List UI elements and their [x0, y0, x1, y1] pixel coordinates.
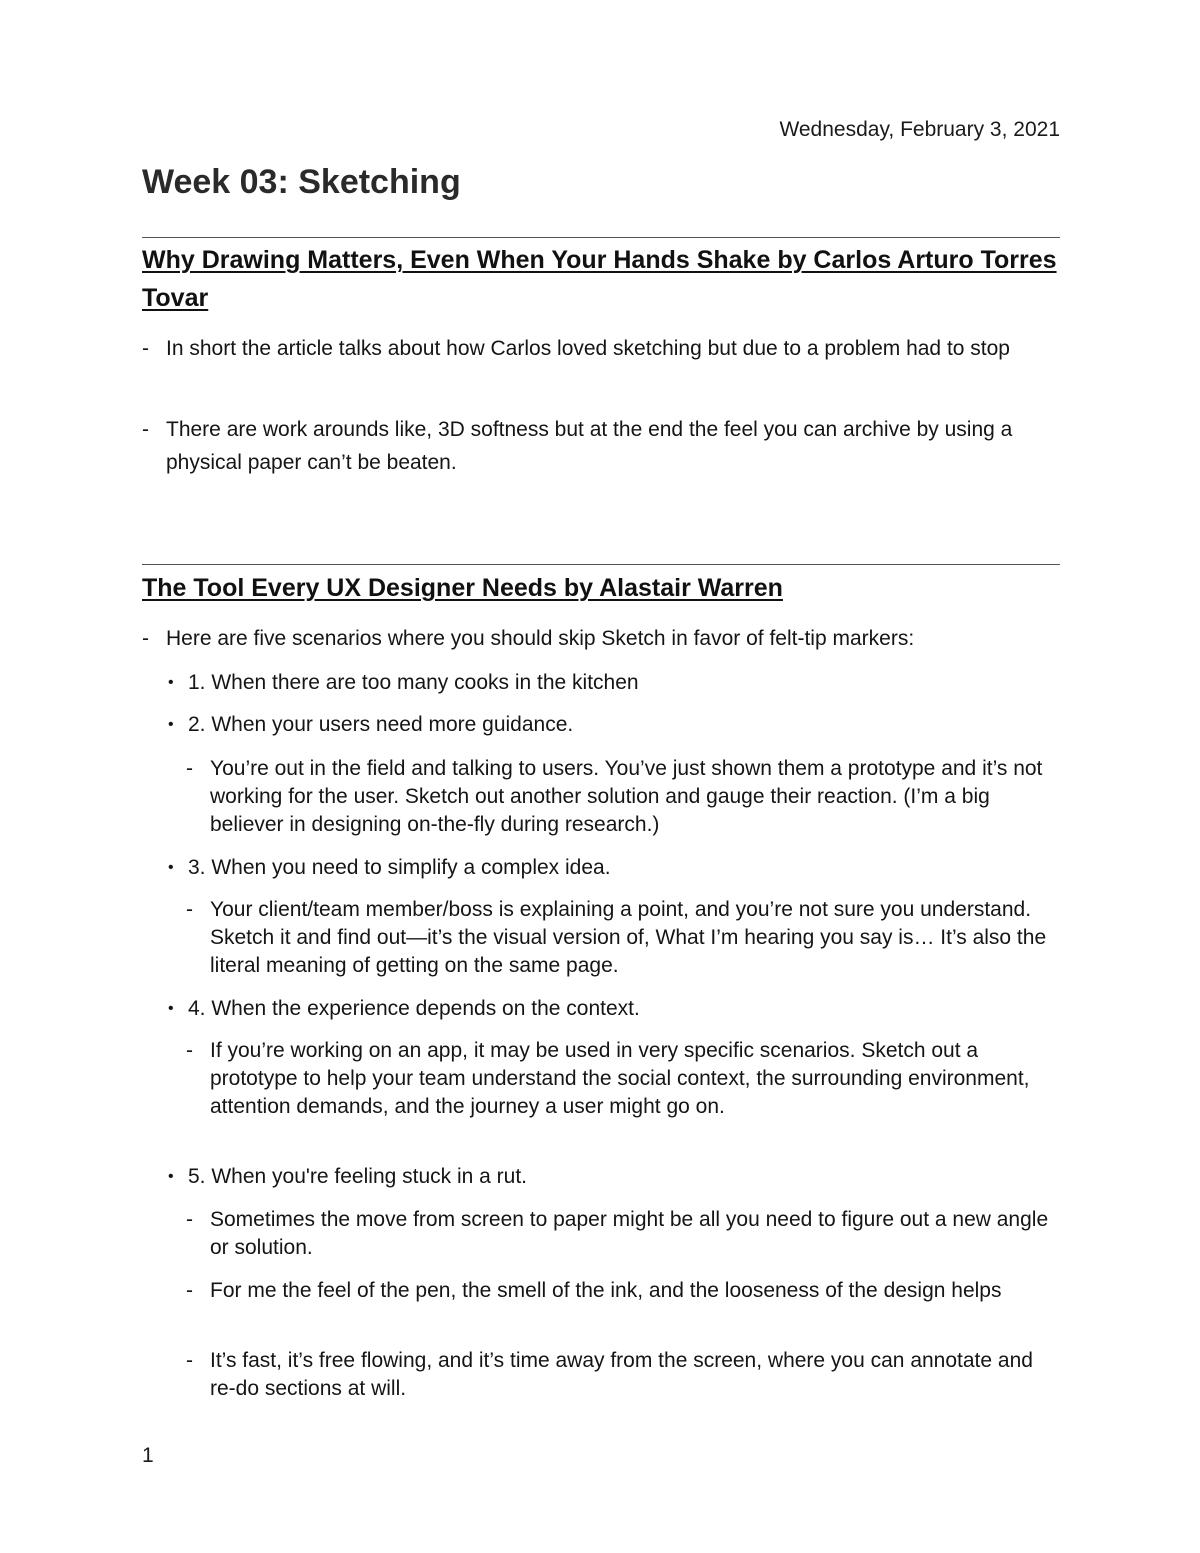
bullet-marker: •: [168, 1000, 174, 1017]
document-page: [142, 0, 1060, 1553]
list-item: [186, 1037, 1060, 1121]
list-item: [166, 992, 1060, 1025]
list-item-text: You’re out in the field and talking to users. You’ve just shown them a prototype and it’s not working for the user. Sketch out another solution and gauge their reaction. (I’m a big believer in designing on-the-fly during research.): [210, 757, 1043, 836]
list-item: [142, 622, 1060, 655]
dash-marker: -: [186, 1279, 193, 1302]
bullet-marker: •: [168, 1168, 174, 1185]
page-number: 1: [142, 1444, 154, 1467]
list-item: [166, 708, 1060, 741]
list-item-text: It’s fast, it’s free flowing, and it’s time away from the screen, where you can annotate and re-do sections at will.: [210, 1349, 1033, 1400]
list-item: [186, 1347, 1060, 1403]
list-item-text: Sometimes the move from screen to paper might be all you need to figure out a new angle or solution.: [210, 1208, 1049, 1259]
page-title: Week 03: Sketching: [142, 163, 461, 201]
list-item-text: 4. When the experience depends on the context.: [188, 997, 640, 1020]
list-item: [186, 1277, 1060, 1305]
bullet-marker: •: [168, 859, 174, 876]
dash-marker: -: [186, 898, 193, 921]
dash-marker: -: [142, 627, 149, 650]
list-item: [186, 896, 1060, 980]
dash-marker: -: [186, 1039, 193, 1062]
bullet-marker: •: [168, 716, 174, 733]
dash-marker: -: [142, 418, 149, 441]
list-item: [186, 755, 1060, 839]
list-item-text: 1. When there are too many cooks in the kitchen: [188, 671, 639, 694]
list-item-text: Your client/team member/boss is explaining a point, and you’re not sure you understand. Sketch it and find out—it’s the visual version of, What I’m hearing you say is… It’s also the literal meaning of getting on the same page.: [210, 898, 1047, 977]
list-item: [186, 1206, 1060, 1262]
document-date: Wednesday, February 3, 2021: [779, 118, 1060, 141]
list-item-text: Here are five scenarios where you should skip Sketch in favor of felt-tip markers:: [166, 627, 915, 650]
list-item: [166, 666, 1060, 699]
list-item: [166, 1160, 1060, 1193]
bullet-marker: •: [168, 674, 174, 691]
list-item-text: 3. When you need to simplify a complex idea.: [188, 856, 611, 879]
section-heading-ux-tool: The Tool Every UX Designer Needs by Alastair Warren: [142, 574, 783, 602]
dash-marker: -: [186, 1208, 193, 1231]
list-item-text: 2. When your users need more guidance.: [188, 713, 574, 736]
list-item-text: For me the feel of the pen, the smell of the ink, and the looseness of the design helps: [210, 1279, 1002, 1302]
dash-marker: -: [142, 337, 149, 360]
list-item: [142, 332, 1060, 365]
list-item: [166, 851, 1060, 884]
list-item-text: There are work arounds like, 3D softness but at the end the feel you can archive by using a physical paper can’t be beaten.: [166, 418, 1013, 474]
dash-marker: -: [186, 1349, 193, 1372]
list-item-text: If you’re working on an app, it may be used in very specific scenarios. Sketch out a prototype to help your team understand the social context, the surrounding environment, attention demands, and the journey a user might go on.: [210, 1039, 1030, 1118]
section-heading-drawing-matters: Why Drawing Matters, Even When Your Hands Shake by Carlos Arturo Torres Tovar: [142, 246, 1057, 312]
list-item-text: In short the article talks about how Carlos loved sketching but due to a problem had to stop: [166, 337, 1010, 360]
dash-marker: -: [186, 757, 193, 780]
list-item: [142, 413, 1060, 479]
section-divider: [142, 564, 1060, 565]
section-divider: [142, 237, 1060, 238]
list-item-text: 5. When you're feeling stuck in a rut.: [188, 1165, 528, 1188]
